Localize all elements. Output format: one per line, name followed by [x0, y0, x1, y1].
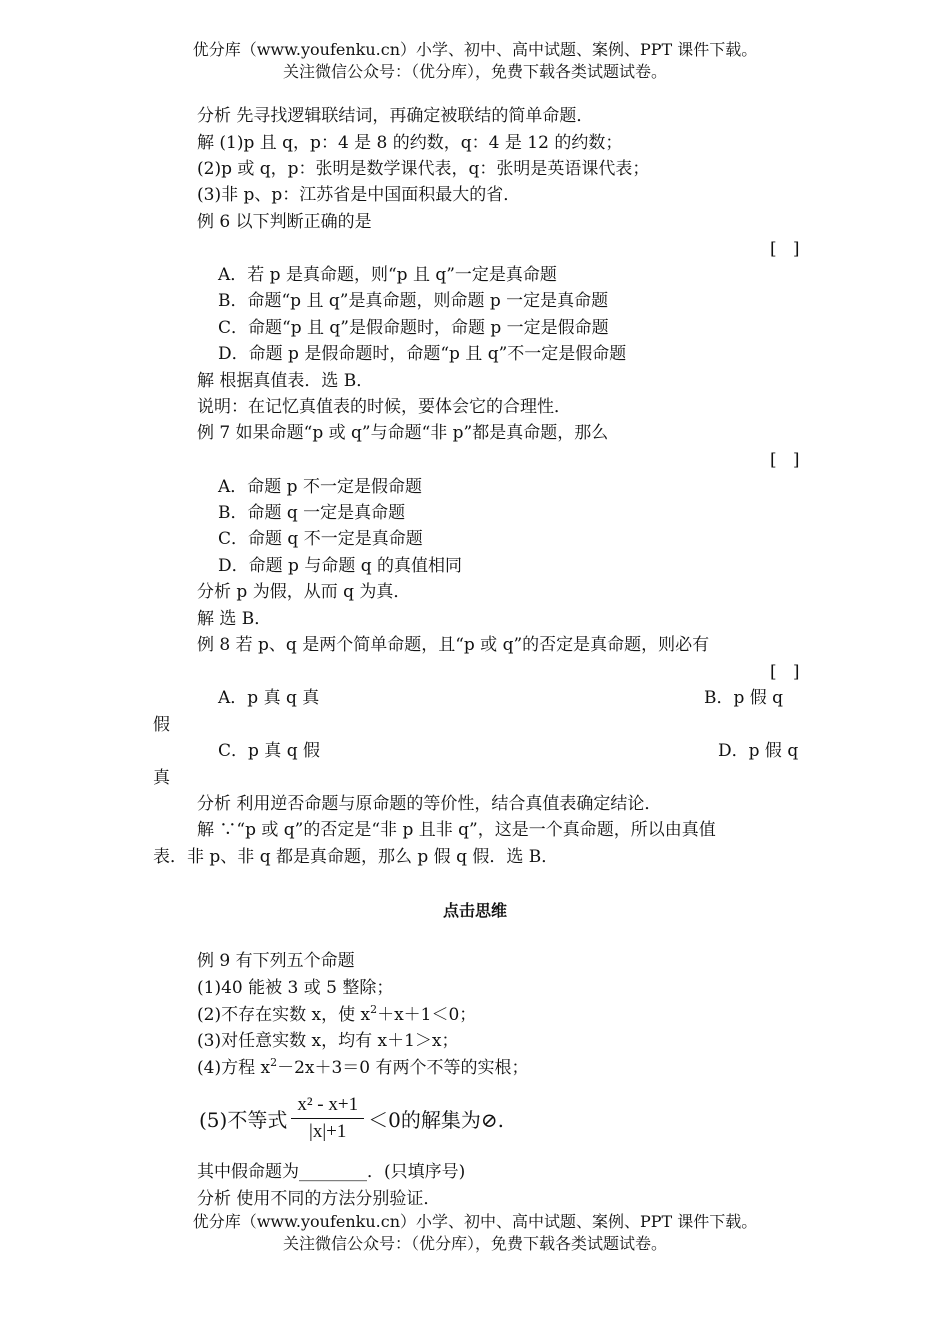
statement-4	[197, 1056, 529, 1080]
option-b: B．命题“p 且 q”是真命题，则命题 p 一定是真命题	[218, 291, 609, 311]
statement-2-text: (2)不存在实数 x，使 x	[197, 1005, 371, 1025]
header-line-2: 关注微信公众号：（优分库），免费下载各类试题试卷。	[282, 62, 667, 81]
text-line: 分析 利用逆否命题与原命题的等价性，结合真值表确定结论．	[197, 794, 662, 814]
statement-2-tail: ＋x＋1＜0；	[377, 1005, 477, 1025]
statement-3: (3)对任意实数 x，均有 x＋1＞x；	[197, 1031, 459, 1051]
exponent: 2	[370, 1003, 378, 1016]
text-line: 解 选 B．	[197, 609, 272, 629]
footer-line-2: 关注微信公众号：（优分库），免费下载各类试题试卷。	[282, 1234, 667, 1253]
option-a: A．若 p 是真命题，则“p 且 q”一定是真命题	[218, 265, 557, 285]
example-7-question: 例 7 如果命题“p 或 q”与命题“非 p”都是真命题，那么	[197, 423, 609, 443]
statement-4-tail: －2x＋3＝0 有两个不等的实根；	[277, 1058, 529, 1078]
option-b: B．命题 q 一定是真命题	[218, 503, 406, 523]
statement-5	[199, 1094, 504, 1143]
text-line: (3)非 p、p：江苏省是中国面积最大的省．	[197, 185, 521, 205]
example-6-question: 例 6 以下判断正确的是	[197, 212, 372, 232]
fraction-denominator: |x|+1	[309, 1121, 347, 1142]
section-title: 点击思维	[442, 901, 507, 920]
text-line: 分析 p 为假，从而 q 为真．	[197, 582, 411, 602]
option-b-wrap: 假	[153, 715, 170, 735]
text-line: 解 ∵“p 或 q”的否定是“非 p 且非 q”，这是一个真命题，所以由真值	[197, 820, 716, 840]
option-c: C．命题 q 不一定是真命题	[218, 529, 423, 549]
option-b: B．p 假 q	[704, 688, 784, 708]
option-c: C．p 真 q 假	[218, 741, 320, 761]
text-line: 表．非 p、非 q 都是真命题，那么 p 假 q 假．选 B．	[153, 847, 559, 867]
exponent: 2	[270, 1056, 278, 1069]
statement-1: (1)40 能被 3 或 5 整除；	[197, 978, 394, 998]
fraction-numerator: x² - x+1	[291, 1094, 364, 1119]
option-c: C．命题“p 且 q”是假命题时，命题 p 一定是假命题	[218, 318, 609, 338]
statement-2	[197, 1003, 476, 1027]
answer-bracket: [ ]	[770, 239, 800, 259]
option-a: A．p 真 q 真	[218, 688, 320, 708]
example-8-question: 例 8 若 p、q 是两个简单命题，且“p 或 q”的否定是真命题，则必有	[197, 635, 710, 655]
text-line: (2)p 或 q，p：张明是数学课代表，q：张明是英语课代表；	[197, 159, 650, 179]
text-line: 说明：在记忆真值表的时候，要体会它的合理性．	[197, 397, 571, 417]
answer-bracket: [ ]	[770, 662, 800, 682]
option-d: D．命题 p 与命题 q 的真值相同	[218, 556, 463, 576]
text-line: 解 (1)p 且 q，p：4 是 8 的约数，q：4 是 12 的约数；	[197, 133, 623, 153]
option-d: D．p 假 q	[718, 741, 799, 761]
option-d-wrap: 真	[153, 768, 170, 788]
statement-5-tail: ＜0的解集为⊘.	[368, 1108, 504, 1132]
option-d: D．命题 p 是假命题时，命题“p 且 q”不一定是假命题	[218, 344, 627, 364]
text-line: 分析 使用不同的方法分别验证．	[197, 1189, 441, 1209]
fraction	[291, 1094, 364, 1143]
fill-blank-line: 其中假命题为________．(只填序号)	[197, 1162, 466, 1182]
statement-4-text: (4)方程 x	[197, 1058, 271, 1078]
option-a: A．命题 p 不一定是假命题	[218, 477, 422, 497]
footer-line-1: 优分库（www.youfenku.cn）小学、初中、高中试题、案例、PPT 课件下载。	[192, 1212, 758, 1231]
answer-bracket: [ ]	[770, 450, 800, 470]
example-9-question: 例 9 有下列五个命题	[197, 951, 355, 971]
text-line: 分析 先寻找逻辑联结词，再确定被联结的简单命题．	[197, 106, 594, 126]
header-line-1: 优分库（www.youfenku.cn）小学、初中、高中试题、案例、PPT 课件下载。	[192, 40, 758, 59]
text-line: 解 根据真值表．选 B．	[197, 371, 374, 391]
statement-5-text: (5)不等式	[199, 1108, 288, 1132]
